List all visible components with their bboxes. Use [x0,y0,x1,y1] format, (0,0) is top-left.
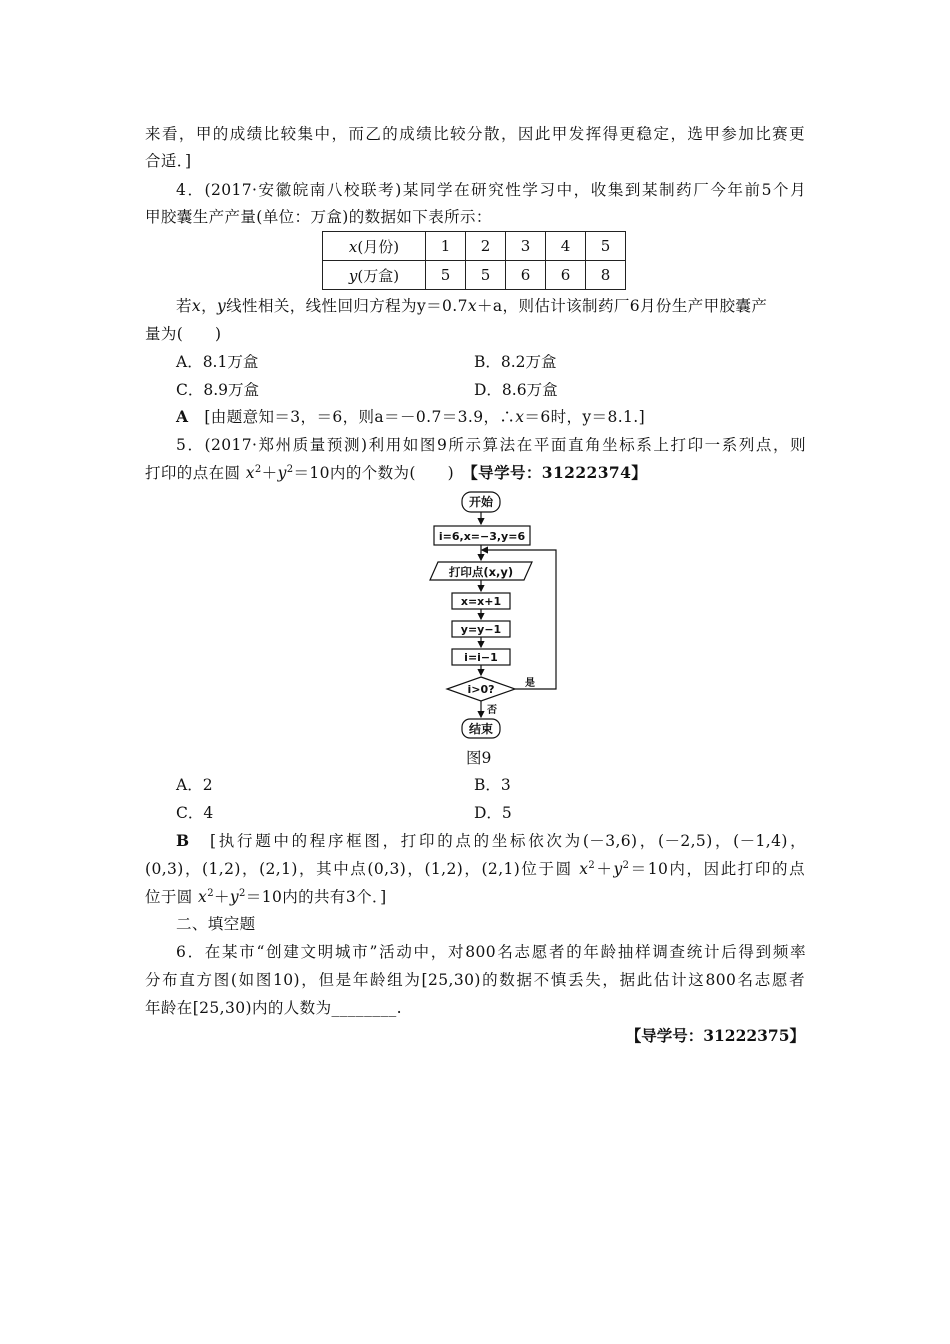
flowchart-step-i-label: i=i−1 [464,651,498,664]
table-cell: 1 [426,232,466,261]
option-d: D．8.6万盒 [474,381,558,399]
table-cell: 5 [586,232,626,261]
question-5-text: 5．(2017·郑州质量预测)利用如图9所示算法在平面直角坐标系上打印一系列点，则 [176,436,806,454]
flowchart-print-label: 打印点(x,y) [448,565,514,579]
reference-number: 【导学号：31222374】 [470,463,648,482]
flowchart-condition-label: i>0? [467,683,495,696]
question-4-text: 若x，y线性相关，线性回归方程为y＝0.7x＋a，则估计该制药厂6月份生产甲胶囊产 [176,297,768,315]
table-cell: 4 [546,232,586,261]
table-header-cell: x(月份) [323,232,426,261]
question-6-text: 分布直方图(如图10)，但是年龄组为[25,30)的数据不慎丢失，据此估计这800名志愿者 [145,971,805,989]
flowchart-yes-label: 是 [525,678,535,689]
question-6-text: 6．在某市“创建文明城市”活动中，对800名志愿者的年龄抽样调查统计后得到频率 [176,943,806,961]
option-b: B．3 [474,776,511,794]
flowchart-no-label: 否 [487,705,497,716]
section-heading: 二、填空题 [176,915,256,933]
table-row [323,261,626,290]
table-cell: 6 [546,261,586,290]
question-4-answer: A [由题意知＝3，＝6，则a＝－0.7＝3.9，∴x＝6时，y＝8.1.] [176,407,646,426]
table-cell: 5 [466,261,506,290]
question-5-answer: B [执行题中的程序框图，打印的点的坐标依次为(－3,6)，(－2,5)，(－1,4)， [176,831,806,850]
reference-number: 【导学号：31222375】 [625,1026,805,1045]
flowchart-end-label: 结束 [468,722,494,736]
question-5-text: 打印的点在圆 $x^2+y^2=10$内的个数为( ) 【导学号：31222374】 [145,463,648,482]
option-a: A．2 [176,776,213,794]
option-c: C．8.9万盒 [176,381,260,399]
question-5-answer: (0,3)，(1,2)，(2,1)，其中点(0,3)，(1,2)，(2,1)位于圆 $x^2+y^2=10$内，因此打印的点 [145,859,805,878]
figure-caption: 图9 [466,749,492,767]
table-row [323,232,626,261]
flowchart-init-label: i=6,x=−3,y=6 [438,530,526,543]
question-5-answer: 位于圆 $x^2+y^2=10$内的共有3个．] [145,887,387,906]
text-line: 合适．] [145,152,192,170]
option-b: B．8.2万盒 [474,353,557,371]
table-cell: 8 [586,261,626,290]
table-header-cell: y(万盒) [323,261,426,290]
question-4-text: 4．(2017·安徽皖南八校联考)某同学在研究性学习中，收集到某制药厂今年前5个月 [176,181,806,199]
option-c: C．4 [176,804,214,822]
table-cell: 5 [426,261,466,290]
text-line: 来看，甲的成绩比较集中，而乙的成绩比较分散，因此甲发挥得更稳定，选甲参加比赛更 [145,125,805,143]
option-d: D．5 [474,804,512,822]
production-table [322,231,626,290]
question-6-text: 年龄在[25,30)内的人数为________. [145,999,402,1017]
flowchart-step-x-label: x=x+1 [460,595,502,608]
table-cell: 2 [466,232,506,261]
question-4-text: 量为( ) [145,325,222,343]
option-a: A．8.1万盒 [176,353,259,371]
flowchart-start-label: 开始 [468,495,494,509]
flowchart-step-y-label: y=y−1 [460,623,502,636]
table-cell: 6 [506,261,546,290]
flowchart-figure [420,488,570,742]
question-4-text: 甲胶囊生产产量(单位：万盒)的数据如下表所示： [145,208,492,226]
table-cell: 3 [506,232,546,261]
